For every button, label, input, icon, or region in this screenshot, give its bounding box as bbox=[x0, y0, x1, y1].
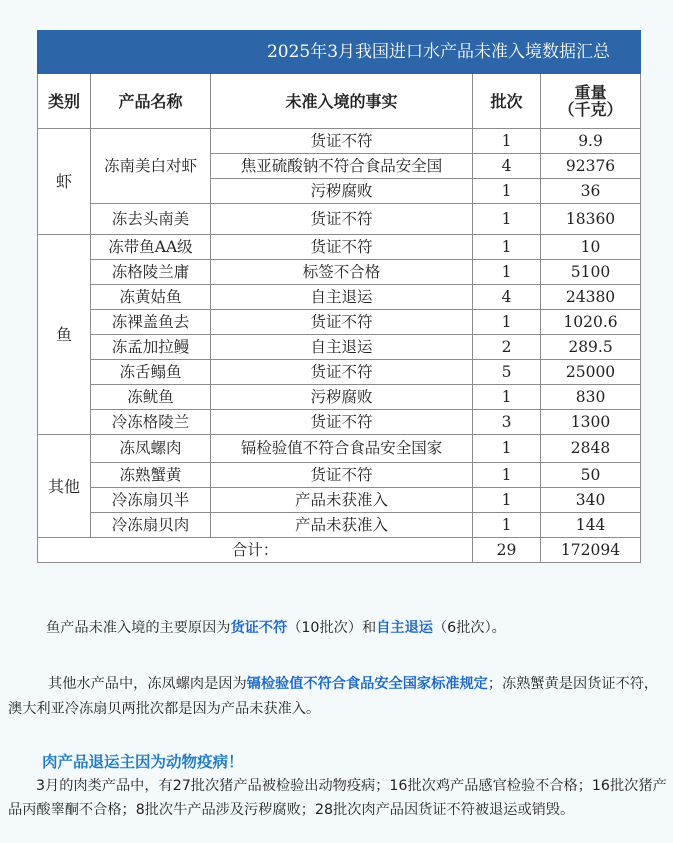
fish-summary-paragraph bbox=[8, 616, 670, 641]
table-row bbox=[38, 129, 641, 154]
header-weight-line1: 重量 bbox=[574, 83, 607, 102]
category-cell: 其他 bbox=[38, 435, 91, 538]
category-cell: 鱼 bbox=[38, 235, 91, 435]
reason-cell: 污秽腐败 bbox=[211, 179, 473, 204]
weight-cell: 340 bbox=[541, 488, 641, 513]
header-weight-line2: （千克） bbox=[558, 100, 623, 119]
meat-summary-paragraph: 3月的肉类产品中，有27批次猪产品被检验出动物疫病；16批次鸡产品感官检验不合格；16批次猪产品丙酸睾酮不合格；8批次牛产品涉及污秽腐败；28批次肉产品因货证不符被退运或销毁。 bbox=[8, 778, 667, 818]
product-cell: 冻孟加拉鳗 bbox=[91, 335, 211, 360]
total-weight: 172094 bbox=[541, 538, 641, 563]
batches-cell: 1 bbox=[473, 463, 541, 488]
reason-cell: 产品未获准入 bbox=[211, 488, 473, 513]
reason-cell: 货证不符 bbox=[211, 310, 473, 335]
batches-cell: 2 bbox=[473, 335, 541, 360]
table-row bbox=[38, 285, 641, 310]
reason-cell: 自主退运 bbox=[211, 285, 473, 310]
weight-cell: 36 bbox=[541, 179, 641, 204]
product-cell: 冷冻扇贝肉 bbox=[91, 513, 211, 538]
batches-cell: 1 bbox=[473, 235, 541, 260]
table-row bbox=[38, 410, 641, 435]
product-cell: 冻裸盖鱼去 bbox=[91, 310, 211, 335]
table-row bbox=[38, 204, 641, 235]
import-rejection-table bbox=[37, 30, 641, 563]
batches-cell: 4 bbox=[473, 154, 541, 179]
product-cell: 冻带鱼AA级 bbox=[91, 235, 211, 260]
paragraph-text: 其他水产品中，冻凤螺肉是因为 bbox=[48, 676, 247, 692]
product-cell: 冻熟蟹黄 bbox=[91, 463, 211, 488]
reason-cell: 货证不符 bbox=[211, 410, 473, 435]
header-batches: 批次 bbox=[473, 74, 541, 129]
product-cell: 冷冻扇贝半 bbox=[91, 488, 211, 513]
header-product: 产品名称 bbox=[91, 74, 211, 129]
weight-cell: 289.5 bbox=[541, 335, 641, 360]
table-row bbox=[38, 335, 641, 360]
weight-cell: 1300 bbox=[541, 410, 641, 435]
total-row bbox=[38, 538, 641, 563]
batches-cell: 3 bbox=[473, 410, 541, 435]
batches-cell: 1 bbox=[473, 129, 541, 154]
weight-cell: 2848 bbox=[541, 435, 641, 463]
batches-cell: 1 bbox=[473, 204, 541, 235]
weight-cell: 18360 bbox=[541, 204, 641, 235]
batches-cell: 5 bbox=[473, 360, 541, 385]
reason-cell: 产品未获准入 bbox=[211, 513, 473, 538]
product-cell: 冻格陵兰庸 bbox=[91, 260, 211, 285]
batches-cell: 1 bbox=[473, 513, 541, 538]
product-cell: 冻黄姑鱼 bbox=[91, 285, 211, 310]
weight-cell: 25000 bbox=[541, 360, 641, 385]
paragraph-text: ；冻熟蟹黄是因货证不符，澳大利亚冷冻扇贝两批次都是因为产品未获准入。 bbox=[8, 676, 659, 717]
reason-cell: 焦亚硫酸钠不符合食品安全国 bbox=[211, 154, 473, 179]
meat-section-heading: 肉产品退运主因为动物疫病！ bbox=[42, 753, 244, 771]
batches-cell: 1 bbox=[473, 260, 541, 285]
product-cell: 冷冻格陵兰 bbox=[91, 410, 211, 435]
batches-cell: 4 bbox=[473, 285, 541, 310]
weight-cell: 5100 bbox=[541, 260, 641, 285]
table-row bbox=[38, 488, 641, 513]
table-row bbox=[38, 385, 641, 410]
header-weight bbox=[541, 74, 641, 129]
paragraph-text: 鱼产品未准入境的主要原因为 bbox=[46, 620, 231, 636]
reason-cell: 标签不合格 bbox=[211, 260, 473, 285]
weight-cell: 92376 bbox=[541, 154, 641, 179]
header-category: 类别 bbox=[38, 74, 91, 129]
batches-cell: 1 bbox=[473, 435, 541, 463]
table-row bbox=[38, 235, 641, 260]
table-row bbox=[38, 463, 641, 488]
reason-cell: 货证不符 bbox=[211, 129, 473, 154]
weight-cell: 1020.6 bbox=[541, 310, 641, 335]
weight-cell: 10 bbox=[541, 235, 641, 260]
batches-cell: 1 bbox=[473, 310, 541, 335]
table-row bbox=[38, 310, 641, 335]
reason-cell: 货证不符 bbox=[211, 360, 473, 385]
reason-cell: 污秽腐败 bbox=[211, 385, 473, 410]
table-row bbox=[38, 513, 641, 538]
reason-cell: 货证不符 bbox=[211, 204, 473, 235]
table-title: 2025年3月我国进口水产品未准入境数据汇总 bbox=[38, 31, 641, 74]
reason-cell: 货证不符 bbox=[211, 235, 473, 260]
table-row bbox=[38, 260, 641, 285]
product-cell: 冻鱿鱼 bbox=[91, 385, 211, 410]
total-batches: 29 bbox=[473, 538, 541, 563]
weight-cell: 830 bbox=[541, 385, 641, 410]
other-summary-paragraph bbox=[8, 672, 670, 722]
highlight-text: 货证不符 bbox=[230, 620, 288, 636]
category-cell: 虾 bbox=[38, 129, 91, 235]
highlight-text: 自主退运 bbox=[376, 620, 433, 636]
data-table-container bbox=[37, 30, 640, 563]
reason-cell: 镉检验值不符合食品安全国家 bbox=[211, 435, 473, 463]
batches-cell: 1 bbox=[473, 488, 541, 513]
product-cell: 冻南美白对虾 bbox=[91, 129, 211, 204]
product-cell: 冻凤螺肉 bbox=[91, 435, 211, 463]
weight-cell: 144 bbox=[541, 513, 641, 538]
table-row bbox=[38, 360, 641, 385]
product-cell: 冻去头南美 bbox=[91, 204, 211, 235]
weight-cell: 24380 bbox=[541, 285, 641, 310]
weight-cell: 50 bbox=[541, 463, 641, 488]
highlight-text: 镉检验值不符合食品安全国家标准规定 bbox=[246, 676, 488, 692]
reason-cell: 自主退运 bbox=[211, 335, 473, 360]
reason-cell: 货证不符 bbox=[211, 463, 473, 488]
header-reason: 未准入境的事实 bbox=[211, 74, 473, 129]
product-cell: 冻舌鳎鱼 bbox=[91, 360, 211, 385]
weight-cell: 9.9 bbox=[541, 129, 641, 154]
batches-cell: 1 bbox=[473, 179, 541, 204]
total-label: 合计： bbox=[38, 538, 473, 563]
paragraph-text: （6批次）。 bbox=[432, 620, 506, 636]
table-row bbox=[38, 435, 641, 463]
paragraph-text: （10批次）和 bbox=[287, 620, 377, 636]
batches-cell: 1 bbox=[473, 385, 541, 410]
